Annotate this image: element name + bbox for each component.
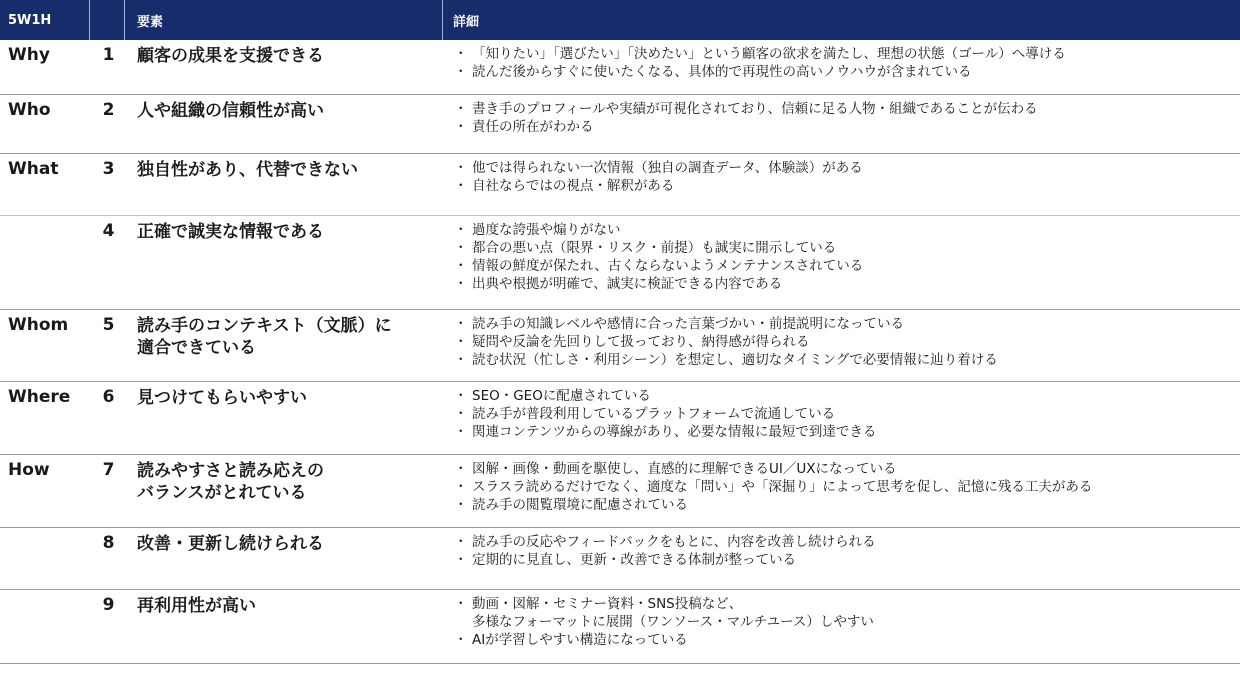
header-number — [90, 0, 125, 40]
row-5w1h: Where — [8, 387, 71, 407]
row-element-line: 適合できている — [137, 338, 256, 358]
table-row — [0, 95, 1240, 154]
row-5w1h — [0, 590, 90, 663]
table-row — [0, 455, 1240, 528]
row-number: 7 — [102, 460, 115, 480]
detail-item: ・ 疑問や反論を先回りして扱っており、納得感が得られる — [454, 334, 810, 350]
row-details — [443, 590, 1240, 663]
row-details — [443, 455, 1240, 527]
row-number: 6 — [102, 387, 115, 407]
row-element: 独自性があり、代替できない — [137, 160, 358, 180]
row-5w1h: Why — [8, 45, 50, 65]
detail-item: ・ 読む状況（忙しさ・利用シーン）を想定し、適切なタイミングで必要情報に辿り着ける — [454, 352, 998, 368]
row-element: 見つけてもらいやすい — [137, 388, 307, 408]
row-element-line: バランスがとれている — [137, 483, 307, 503]
detail-item: ・ 定期的に見直し、更新・改善できる体制が整っている — [454, 552, 796, 568]
row-5w1h: Whom — [8, 315, 69, 335]
row-5w1h: How — [8, 460, 50, 480]
row-details — [443, 216, 1240, 309]
detail-item: ・ AIが学習しやすい構造になっている — [454, 632, 688, 648]
row-element: 再利用性が高い — [137, 596, 256, 616]
detail-item: ・ 読んだ後からすぐに使いたくなる、具体的で再現性の高いノウハウが含まれている — [454, 64, 972, 80]
detail-item: ・ 読み手の反応やフィードバックをもとに、内容を改善し続けられる — [454, 534, 876, 550]
row-details — [443, 154, 1240, 215]
row-element — [125, 310, 443, 381]
detail-item: ・ 関連コンテンツからの導線があり、必要な情報に最短で到達できる — [454, 424, 877, 440]
detail-item: ・ 情報の鮮度が保たれ、古くならないようメンテナンスされている — [454, 258, 864, 274]
detail-item: ・ スラスラ読めるだけでなく、適度な「問い」や「深掘り」によって思考を促し、記憶に残る工夫がある — [454, 479, 1093, 495]
row-details — [443, 310, 1240, 381]
detail-item-continuation: 多様なフォーマットに展開（ワンソース・マルチユース）しやすい — [472, 614, 874, 630]
detail-item: ・ 都合の悪い点（限界・リスク・前提）も誠実に開示している — [454, 240, 837, 256]
row-element: 人や組織の信頼性が高い — [137, 101, 324, 121]
row-5w1h: What — [8, 159, 59, 179]
row-details — [443, 528, 1240, 589]
detail-item: ・ 動画・図解・セミナー資料・SNS投稿など、 — [454, 596, 743, 612]
detail-item: ・ 他では得られない一次情報（独自の調査データ、体験談）がある — [454, 160, 863, 176]
row-5w1h — [0, 528, 90, 589]
row-details — [443, 382, 1240, 454]
header-element: 要素 — [125, 0, 443, 40]
header-5w1h: 5W1H — [0, 0, 90, 40]
detail-item: ・ 責任の所在がわかる — [454, 119, 594, 135]
table-row — [0, 154, 1240, 215]
row-number: 5 — [102, 315, 115, 335]
row-element-line: 読みやすさと読み応えの — [137, 461, 324, 481]
row-5w1h — [0, 216, 90, 309]
detail-item: ・ 出典や根拠が明確で、誠実に検証できる内容である — [454, 276, 783, 292]
row-number: 4 — [102, 221, 115, 241]
row-element — [125, 455, 443, 527]
row-details — [443, 95, 1240, 153]
row-element: 正確で誠実な情報である — [137, 222, 324, 242]
table-row — [0, 215, 1240, 310]
row-number: 9 — [102, 595, 115, 615]
detail-item: ・ 図解・画像・動画を駆使し、直感的に理解できるUI／UXになっている — [454, 461, 897, 477]
table-row — [0, 590, 1240, 664]
detail-item: ・ 読み手の閲覧環境に配慮されている — [454, 497, 688, 513]
row-element: 顧客の成果を支援できる — [137, 46, 324, 66]
row-details — [443, 40, 1240, 94]
detail-item: ・ 書き手のプロフィールや実績が可視化されており、信頼に足る人物・組織であることが伝わる — [454, 101, 1038, 117]
detail-item: ・ 読み手が普段利用しているプラットフォームで流通している — [454, 406, 836, 422]
detail-item: ・ 自社ならではの視点・解釈がある — [454, 178, 675, 194]
table-row — [0, 528, 1240, 590]
row-element: 改善・更新し続けられる — [137, 534, 324, 554]
detail-item: ・ SEO・GEOに配慮されている — [454, 388, 651, 404]
row-element-line: 読み手のコンテキスト（文脈）に — [137, 316, 392, 336]
table-header — [0, 0, 1240, 40]
row-5w1h: Who — [8, 100, 51, 120]
row-number: 8 — [102, 533, 115, 553]
row-number: 2 — [102, 100, 115, 120]
table-row — [0, 382, 1240, 455]
table-row — [0, 40, 1240, 95]
detail-item: ・ 過度な誇張や煽りがない — [454, 222, 621, 238]
header-detail: 詳細 — [453, 14, 480, 30]
detail-item: ・ 読み手の知識レベルや感情に合った言葉づかい・前提説明になっている — [454, 316, 904, 332]
table-row — [0, 310, 1240, 382]
detail-item: ・ 「知りたい」「選びたい」「決めたい」という顧客の欲求を満たし、理想の状態（ゴール）へ導ける — [454, 46, 1066, 62]
row-number: 1 — [102, 45, 115, 65]
row-number: 3 — [102, 159, 115, 179]
